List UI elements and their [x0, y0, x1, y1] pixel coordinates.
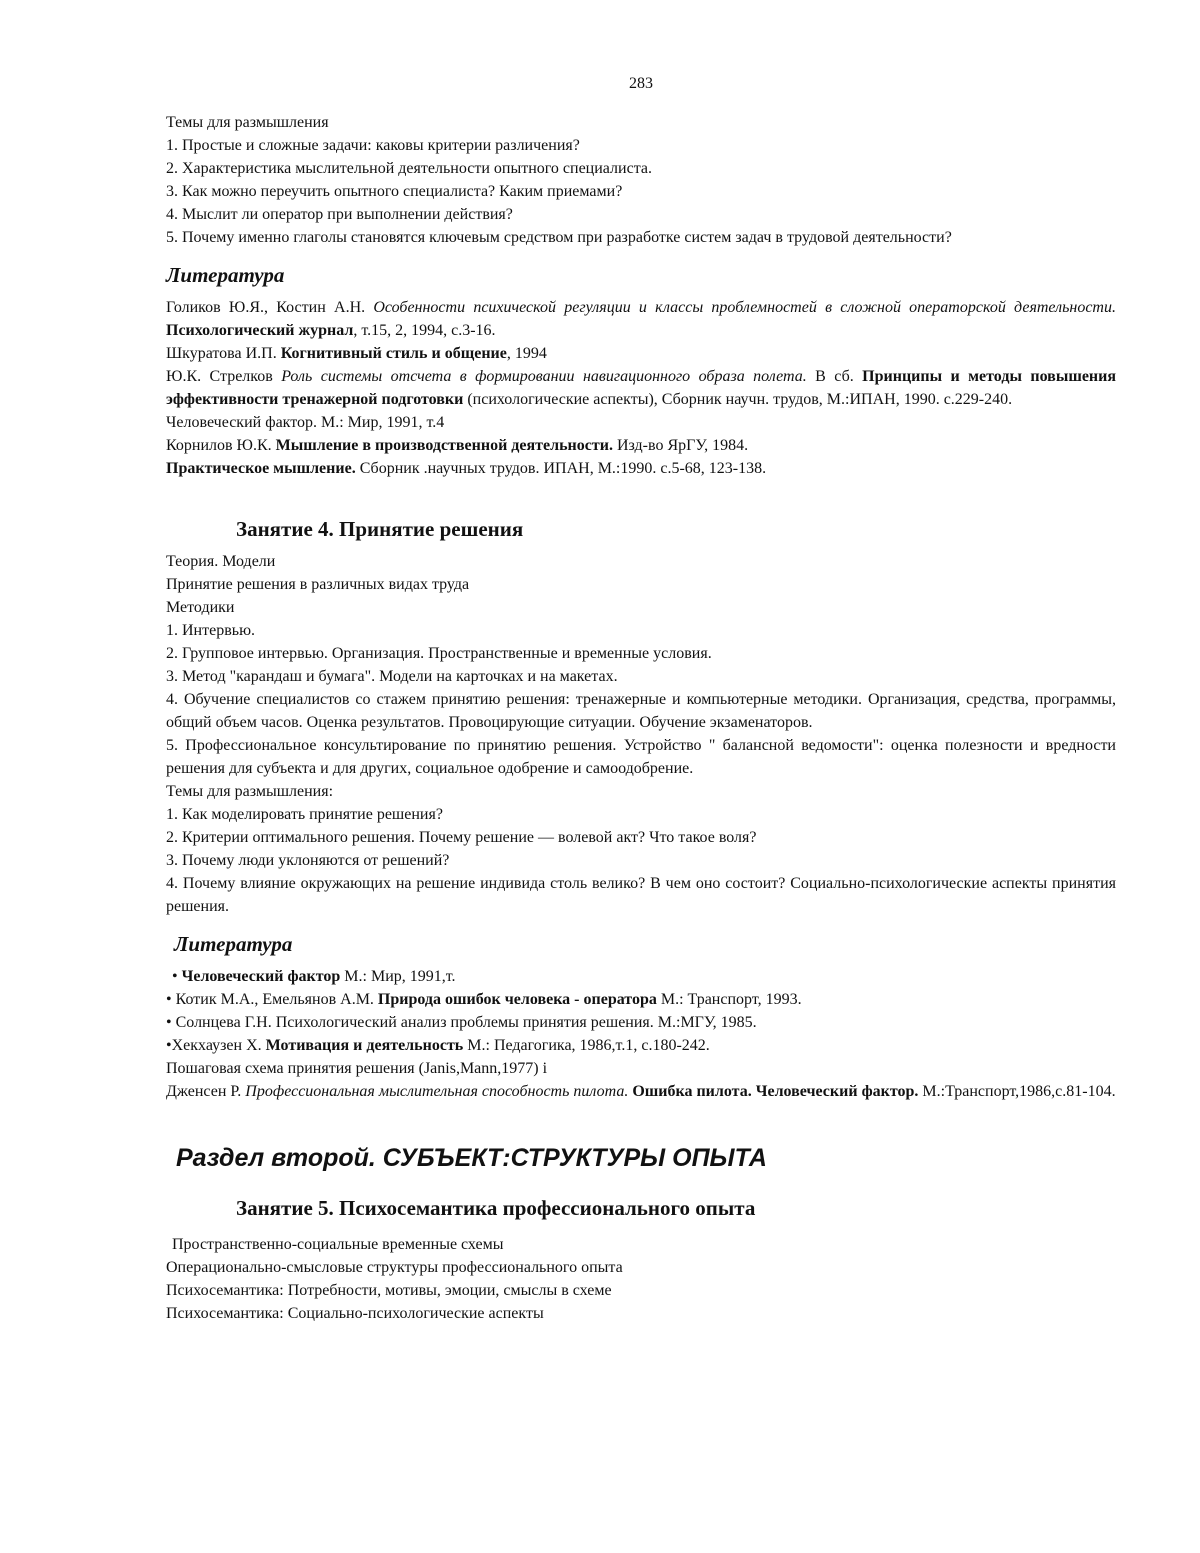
themes-item: 4. Почему влияние окружающих на решение индивида столь велико? В чем оно состоит? Социально-психологические аспекты принятия решения.: [166, 875, 1116, 915]
literature-heading-1: Литература: [166, 263, 285, 287]
reference-item: Пошаговая схема принятия решения (Janis,Mann,1977) i: [166, 1060, 548, 1077]
reference-item: Шкуратова И.П. Когнитивный стиль и общение, 1994: [166, 345, 547, 362]
reference-item: Ю.К. Стрелков Роль системы отсчета в формировании навигационного образа полета. В сб. Принципы и методы повышения эффективности тренажерной подготовки (психологические аспекты), Сборник научн. трудов, М.:ИПАН, 1990. с.229-240.: [166, 368, 1117, 408]
method-item: 5. Профессиональное консультирование по принятию решения. Устройство " балансной ведомости": оценка полезности и вредности решения для субъекта и для других, социальное одобрение и самоодобрение.: [166, 737, 1116, 777]
themes-item: 1. Простые и сложные задачи: каковы критерии различения?: [166, 137, 580, 154]
lesson-line: Психосемантика: Потребности, мотивы, эмоции, смыслы в схеме: [166, 1282, 612, 1299]
page-number: 283: [629, 75, 653, 92]
reference-item: •Хекхаузен Х. Мотивация и деятельность М.: Педагогика, 1986,т.1, с.180-242.: [166, 1037, 710, 1054]
lesson-5-heading: Занятие 5. Психосемантика профессионального опыта: [236, 1196, 756, 1220]
lesson-line: Пространственно-социальные временные схемы: [172, 1236, 504, 1253]
reference-item: Корнилов Ю.К. Мышление в производственной деятельности. Изд-во ЯрГУ, 1984.: [166, 437, 749, 454]
reference-item: • Котик М.А., Емельянов А.М. Природа ошибок человека - оператора М.: Транспорт, 1993.: [166, 991, 802, 1008]
lesson-4-body: [166, 550, 1116, 918]
themes-item: 4. Мыслит ли оператор при выполнении действия?: [166, 206, 513, 223]
reference-item: • Человеческий фактор М.: Мир, 1991,т.: [172, 968, 456, 985]
lesson-line: Принятие решения в различных видах труда: [166, 576, 470, 593]
method-item: 2. Групповое интервью. Организация. Пространственные и временные условия.: [166, 645, 712, 662]
themes-block-1: [166, 111, 1116, 249]
literature-heading-2: Литература: [174, 932, 293, 956]
themes-item: 1. Как моделировать принятие решения?: [166, 806, 443, 823]
method-item: 3. Метод "карандаш и бумага". Модели на карточках и на макетах.: [166, 668, 618, 685]
themes-item: 2. Критерии оптимального решения. Почему решение — волевой акт? Что такое воля?: [166, 829, 757, 846]
literature-list-2: [166, 965, 1116, 1103]
section-heading: Раздел второй. СУБЪЕКТ:СТРУКТУРЫ ОПЫТА: [176, 1144, 767, 1172]
themes-item: 2. Характеристика мыслительной деятельности опытного специалиста.: [166, 160, 652, 177]
lesson-line: Методики: [166, 599, 235, 616]
method-item: 4. Обучение специалистов со стажем принятию решения: тренажерные и компьютерные методики. Организация, средства, программы, общий объем часов. Оценка результатов. Провоцирующие ситуации. Обучение экзаменаторов.: [166, 691, 1116, 731]
themes-item: 3. Почему люди уклоняются от решений?: [166, 852, 450, 869]
themes-item: 3. Как можно переучить опытного специалиста? Каким приемами?: [166, 183, 623, 200]
themes-title: Темы для размышления: [166, 114, 329, 131]
reference-item: Голиков Ю.Я., Костин А.Н. Особенности психической регуляции и классы проблемностей в сложной операторской деятельности. Психологический журнал, т.15, 2, 1994, с.3-16.: [166, 299, 1116, 339]
reference-item: Практическое мышление. Сборник .научных трудов. ИПАН, М.:1990. с.5-68, 123-138.: [166, 460, 767, 477]
themes-item: 5. Почему именно глаголы становятся ключевым средством при разработке систем задач в трудовой деятельности?: [166, 229, 952, 246]
reference-item: Дженсен Р. Профессиональная мыслительная способность пилота. Ошибка пилота. Человеческий фактор. М.:Транспорт,1986,с.81-104.: [166, 1083, 1116, 1100]
lesson-line: Теория. Модели: [166, 553, 276, 570]
reference-item: • Солнцева Г.Н. Психологический анализ проблемы принятия решения. М.:МГУ, 1985.: [166, 1014, 757, 1031]
literature-list-1: [166, 296, 1116, 480]
lesson-5-body: [166, 1233, 1116, 1325]
lesson-4-heading: Занятие 4. Принятие решения: [236, 517, 524, 541]
reference-item: Человеческий фактор. М.: Мир, 1991, т.4: [166, 414, 445, 431]
themes-title: Темы для размышления:: [166, 783, 334, 800]
method-item: 1. Интервью.: [166, 622, 256, 639]
lesson-line: Операционально-смысловые структуры профессионального опыта: [166, 1259, 623, 1276]
lesson-line: Психосемантика: Социально-психологические аспекты: [166, 1305, 544, 1322]
